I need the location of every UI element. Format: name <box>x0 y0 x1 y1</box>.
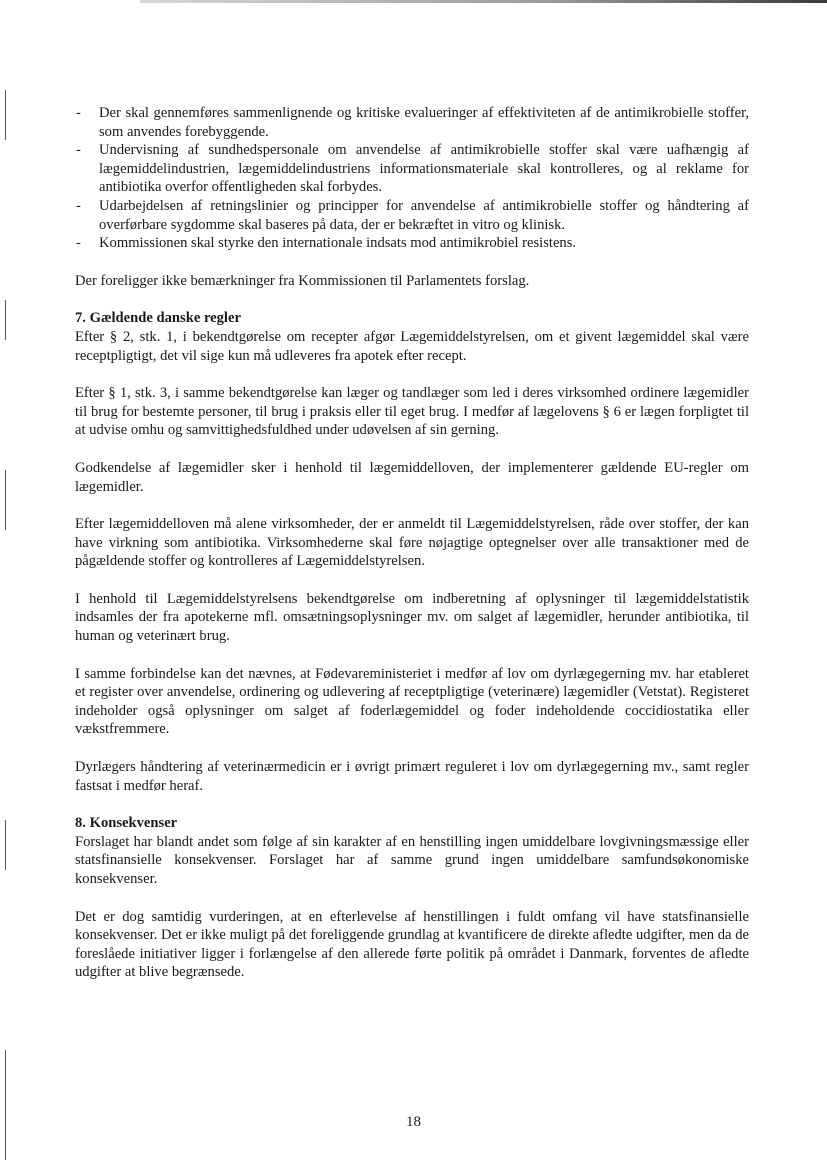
paragraph: Det er dog samtidig vurderingen, at en efterlevelse af henstillingen i fuldt omfang vil have statsfinansielle konsekvenser. Det er ikke muligt på det foreliggende grundlag at kvantificere de direkte afledte udgifter, men da de foreslåede initiativer ligger i forlængelse af den allerede førte politik på området i Danmark, forventes de afledte udgifter at blive begrænsede. <box>75 908 749 981</box>
section-heading: 8. Konsekvenser <box>75 815 178 832</box>
paragraph: Efter lægemiddelloven må alene virksomheder, der er anmeldt til Lægemiddelstyrelsen, råde over stoffer, der kan have virkning som antibiotika. Virksomhederne skal føre nøjagtige optegnelser over alle transaktioner med de pågældende stoffer og kontrolleres af Lægemiddelstyrelsen. <box>75 516 749 570</box>
scan-top-border <box>140 0 827 3</box>
scan-left-edge <box>5 1050 6 1160</box>
bullet-item: - Kommissionen skal styrke den internationale indsats mod antimikrobiel resistens. <box>75 234 749 253</box>
bullet-list <box>75 104 749 253</box>
paragraph: Forslaget har blandt andet som følge af sin karakter af en henstilling ingen umiddelbare lovgivningsmæssige eller statsfinansielle konsekvenser. Forslaget har af samme grund ingen umiddelbare samfundsøkonomiske konsekvenser. <box>75 833 749 887</box>
bullet-item: - Udarbejdelsen af retningslinier og principper for anvendelse af antimikrobielle stoffer og håndtering af overførbare sygdomme skal baseres på data, der er bekræftet in vitro og klinisk. <box>75 197 749 234</box>
paragraph: Godkendelse af lægemidler sker i henhold til lægemiddelloven, der implementerer gældende EU-regler om lægemidler. <box>75 459 749 495</box>
paragraph: Efter § 2, stk. 1, i bekendtgørelse om recepter afgør Lægemiddelstyrelsen, om et givent lægemiddel skal være receptpligtigt, det vil sige kun må udleveres fra apotek efter recept. <box>75 328 749 364</box>
scan-left-edge <box>5 90 6 140</box>
document-body <box>75 104 749 982</box>
paragraph: Efter § 1, stk. 3, i samme bekendtgørelse kan læger og tandlæger som led i deres virksomhed ordinere lægemidler til brug for bestemte personer, til brug i praksis eller til eget brug. I medfør af lægelovens § 6 er lægen forpligtet til at udvise omhu og samvittighedsfuldhed under udøvelsen af sin gerning. <box>75 385 749 439</box>
section-heading: 7. Gældende danske regler <box>75 310 241 327</box>
page-number: 18 <box>406 1114 421 1130</box>
scan-left-edge <box>5 470 6 530</box>
bullet-item: - Undervisning af sundhedspersonale om anvendelse af antimikrobielle stoffer skal være uafhængig af lægemiddelindustrien, lægemiddelindustriens informationsmateriale skal kontrolleres, og al reklame for antibiotika overfor offentligheden skal forbydes. <box>75 141 749 197</box>
paragraph: I henhold til Lægemiddelstyrelsens bekendtgørelse om indberetning af oplysninger til lægemiddelstatistik indsamles der fra apotekerne mfl. omsætningsoplysninger mv. om salget af lægemidler, herunder antibiotika, til human og veterinært brug. <box>75 590 749 645</box>
bullet-item: - Der skal gennemføres sammenlignende og kritiske evalueringer af effektiviteten af de antimikrobielle stoffer, som anvendes forebyggende. <box>75 104 749 141</box>
scan-left-edge <box>5 300 6 340</box>
paragraph: Der foreligger ikke bemærkninger fra Kommissionen til Parlamentets forslag. <box>75 272 530 289</box>
scan-left-edge <box>5 820 6 870</box>
paragraph: Dyrlægers håndtering af veterinærmedicin er i øvrigt primært reguleret i lov om dyrlægegerning mv., samt regler fastsat i medfør heraf. <box>75 759 749 794</box>
paragraph: I samme forbindelse kan det nævnes, at Fødevareministeriet i medfør af lov om dyrlægegerning mv. har etableret et register over anvendelse, ordinering og udlevering af receptpligtige (veterinære) lægemidler (Vetstat). Registeret indeholder også oplysninger om salget af foderlægemiddel og foder indeholdende coccidiostatika eller vækstfremmere. <box>75 665 749 738</box>
